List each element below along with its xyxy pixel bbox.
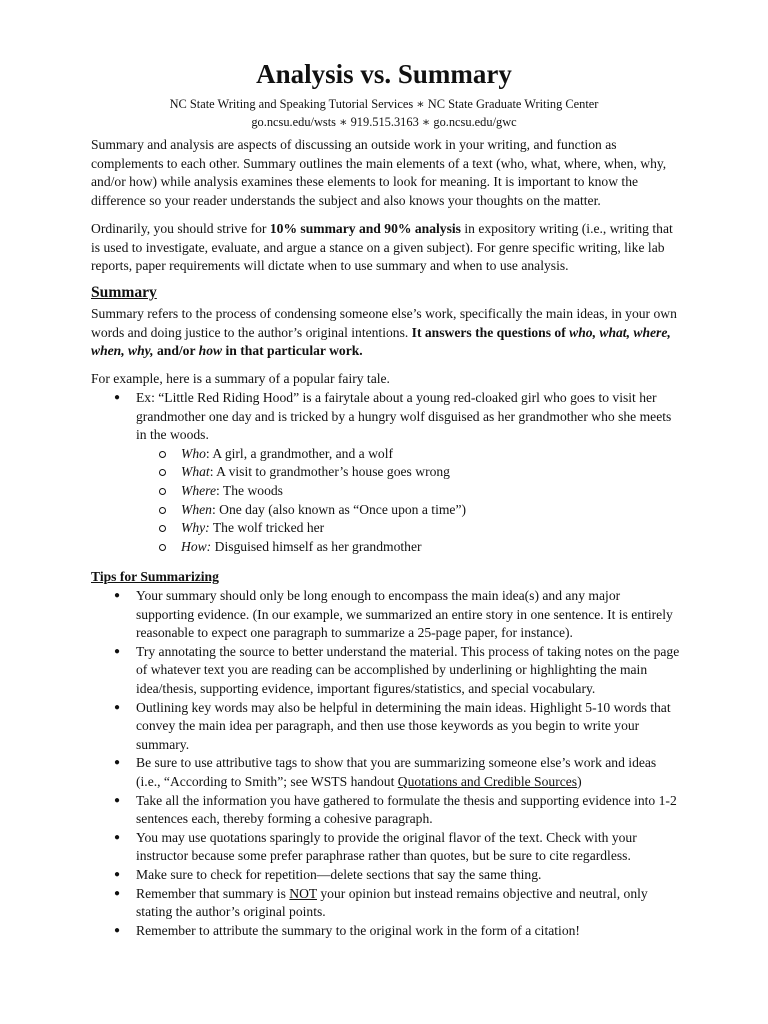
example-intro: For example, here is a summary of a popular fairy tale. <box>91 371 390 386</box>
summary-bold-a: It answers the questions of <box>411 324 570 340</box>
tip-item <box>91 754 681 791</box>
bullet-icon: ● <box>114 757 121 769</box>
tips-heading: Tips for Summarizing <box>91 569 219 584</box>
circle-bullet-icon <box>159 525 166 532</box>
header-affiliation: NC State Writing and Speaking Tutorial Services ∗ NC State Graduate Writing Center <box>169 97 599 111</box>
example-detail-item <box>136 463 681 482</box>
detail-separator: : <box>215 482 223 498</box>
intro-p2-text-post: in expository writing (i.e., writing that is used to investigate, evaluate, and argue a stance on a given subject). For genre specific writing, like lab reports, paper requirements will dictate when to use summary and when to use analysis. <box>91 221 673 274</box>
tip-item <box>91 922 681 941</box>
detail-text: A visit to grandmother’s house goes wrong <box>216 464 450 480</box>
bullet-icon: ● <box>114 392 121 403</box>
tip-item <box>91 829 681 866</box>
bullet-icon: ● <box>114 924 121 936</box>
intro-paragraph-1: Summary and analysis are aspects of discussing an outside work in your writing, and function as complements to each other. Summary outlines the main elements of a text (who, what, where, when, why, and/or how) while analysis examines these elements to look for meaning. It is important to know the difference so your reader understands the subject and also knows your thoughts on the matter. <box>91 137 667 208</box>
example-details-list <box>136 445 681 557</box>
circle-bullet-icon <box>159 451 166 458</box>
tip-text: Take all the information you have gathered to formulate the thesis and supporting evidence into 1-2 sentences each, thereby forming a cohesive paragraph. <box>136 792 677 827</box>
tip-text: Remember that summary is <box>136 885 290 901</box>
summary-bi-2: how <box>198 343 223 359</box>
circle-bullet-icon <box>159 544 166 551</box>
circle-bullet-icon <box>159 488 166 495</box>
tip-text: Be sure to use attributive tags to show that you are summarizing someone else’s work and ideas (i.e., “According to Smith”; see WSTS handout <box>136 755 657 789</box>
document-title: Analysis vs. Summary <box>256 59 512 89</box>
circle-bullet-icon <box>159 469 166 476</box>
bullet-icon: ● <box>114 831 121 843</box>
tip-item <box>91 866 681 885</box>
tip-text-after: your opinion but instead remains objective and neutral, only stating the author’s original points. <box>136 885 648 920</box>
detail-text: A girl, a grandmother, and a wolf <box>212 445 394 461</box>
summary-bold-b: and/or <box>153 343 199 359</box>
detail-text: The woods <box>222 482 283 498</box>
detail-label: Who <box>181 445 206 461</box>
tip-text: You may use quotations sparingly to provide the original flavor of the text. Check with your instructor because some prefer paraphrase rather than quotes, but be sure to cite regardless. <box>136 829 637 864</box>
summary-paragraph <box>91 305 681 361</box>
intro-p2-text-pre: Ordinarily, you should strive for <box>91 221 270 236</box>
tip-text: Your summary should only be long enough to encompass the main idea(s) and any major supporting evidence. (In our example, we summarized an entire story in one sentence. It is entirely reasonable to expect one paragraph to summarize a 25-page paper, for instance). <box>136 588 673 641</box>
example-detail-item <box>136 445 681 464</box>
bullet-icon: ● <box>114 701 121 713</box>
detail-label: When <box>181 501 212 517</box>
bullet-icon: ● <box>114 590 121 601</box>
bullet-icon: ● <box>114 868 121 880</box>
header-contact: go.ncsu.edu/wsts ∗ 919.515.3163 ∗ go.ncsu.edu/gwc <box>251 115 517 129</box>
example-bullet <box>91 389 681 556</box>
detail-separator: : <box>205 445 213 461</box>
tip-item <box>91 792 681 829</box>
handout-link[interactable]: Quotations and Credible Sources <box>397 773 578 789</box>
bullet-icon: ● <box>114 887 121 899</box>
tip-text: Make sure to check for repetition—delete sections that say the same thing. <box>136 866 542 882</box>
detail-label: Where <box>181 482 216 498</box>
tips-list <box>91 587 681 940</box>
example-detail-item <box>136 538 681 557</box>
tip-item <box>91 643 681 699</box>
example-detail-item <box>136 501 681 520</box>
example-list <box>91 389 681 556</box>
circle-bullet-icon <box>159 507 166 514</box>
summary-bold-c: in that particular work. <box>222 343 363 359</box>
tip-item <box>91 885 681 922</box>
detail-separator: : <box>211 501 220 517</box>
detail-text: The wolf tricked her <box>212 520 325 536</box>
bullet-icon: ● <box>114 794 121 806</box>
tip-item <box>91 699 681 755</box>
detail-text: Disguised himself as her grandmother <box>214 538 422 554</box>
tip-item <box>91 587 681 643</box>
detail-label: What <box>181 464 210 480</box>
tip-emphasis: NOT <box>289 885 317 901</box>
example-detail-item <box>136 519 681 538</box>
tip-text: Remember to attribute the summary to the original work in the form of a citation! <box>136 922 580 938</box>
example-bullet-text: Ex: “Little Red Riding Hood” is a fairytale about a young red-cloaked girl who goes to visit her grandmother one day and is tricked by a hungry wolf disguised as her grandmother who she meets in the woods. <box>136 390 672 443</box>
intro-p2-emphasis: 10% summary and 90% analysis <box>269 221 461 236</box>
tip-text: Outlining key words may also be helpful in determining the main ideas. Highlight 5-10 words that convey the main idea per paragraph, and then use those keywords as you begin to write your summary. <box>136 699 671 752</box>
summary-heading: Summary <box>91 284 157 301</box>
summary-bi-1: who, what, where, when, why, <box>91 324 671 359</box>
detail-label: How: <box>181 538 212 554</box>
detail-text: One day (also known as “Once upon a time”) <box>219 501 467 517</box>
example-detail-item <box>136 482 681 501</box>
tip-text: Try annotating the source to better understand the material. This process of taking notes on the page of whatever text you are reading can be accomplished by underlining or highlighting the main idea/thesis, supporting evidence, important figures/statistics, and special vocabulary. <box>136 643 680 696</box>
detail-label: Why: <box>181 520 210 536</box>
intro-paragraph-2 <box>91 220 681 276</box>
summary-text: Summary refers to the process of condensing someone else’s work, specifically the main ideas, in your own words and doing justice to the author’s original intentions. <box>91 306 677 340</box>
bullet-icon: ● <box>114 645 121 657</box>
tip-text-after: ) <box>577 773 582 789</box>
detail-separator: : <box>209 464 217 480</box>
